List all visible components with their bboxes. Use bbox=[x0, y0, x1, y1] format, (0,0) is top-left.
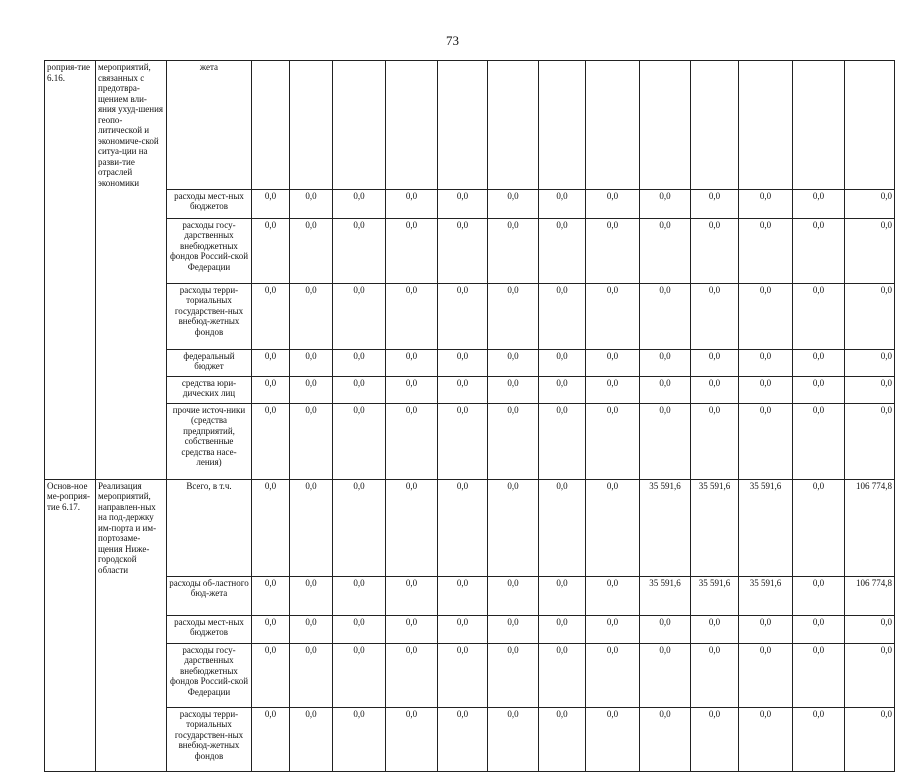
table-row bbox=[45, 643, 895, 707]
value-cell: 0,0 bbox=[290, 283, 333, 349]
value-cell: 0,0 bbox=[333, 349, 386, 376]
value-cell bbox=[739, 61, 793, 190]
value-cell: 0,0 bbox=[386, 479, 438, 576]
value-cell: 0,0 bbox=[793, 707, 845, 771]
value-cell: 0,0 bbox=[739, 189, 793, 218]
value-cell: 0,0 bbox=[845, 218, 895, 283]
value-cell: 0,0 bbox=[290, 576, 333, 615]
value-cell: 0,0 bbox=[539, 576, 586, 615]
value-cell bbox=[488, 61, 539, 190]
measure-number-cell bbox=[45, 576, 96, 615]
measure-number-cell: Основ-ное ме-роприя-тие 6.17. bbox=[45, 479, 96, 576]
value-cell: 0,0 bbox=[640, 615, 691, 643]
table-row bbox=[45, 376, 895, 403]
value-cell: 0,0 bbox=[438, 403, 488, 479]
value-cell: 0,0 bbox=[691, 376, 739, 403]
value-cell: 0,0 bbox=[845, 643, 895, 707]
funding-source-cell: расходы мест-ных бюджетов bbox=[167, 189, 252, 218]
measure-number-cell bbox=[45, 283, 96, 349]
value-cell bbox=[438, 61, 488, 190]
value-cell: 0,0 bbox=[539, 349, 586, 376]
value-cell: 0,0 bbox=[539, 189, 586, 218]
value-cell: 0,0 bbox=[640, 643, 691, 707]
value-cell: 0,0 bbox=[488, 479, 539, 576]
value-cell: 0,0 bbox=[333, 218, 386, 283]
measure-number-cell bbox=[45, 189, 96, 218]
value-cell: 0,0 bbox=[539, 403, 586, 479]
value-cell: 0,0 bbox=[252, 576, 290, 615]
value-cell: 0,0 bbox=[640, 403, 691, 479]
value-cell: 0,0 bbox=[739, 376, 793, 403]
value-cell: 0,0 bbox=[252, 643, 290, 707]
value-cell: 0,0 bbox=[739, 283, 793, 349]
value-cell: 0,0 bbox=[252, 479, 290, 576]
value-cell: 35 591,6 bbox=[739, 576, 793, 615]
table-row bbox=[45, 218, 895, 283]
table-row bbox=[45, 403, 895, 479]
value-cell: 0,0 bbox=[793, 479, 845, 576]
value-cell: 0,0 bbox=[793, 218, 845, 283]
funding-source-cell: расходы терри-ториальных государствен-ных внебюд-жетных фондов bbox=[167, 283, 252, 349]
value-cell: 0,0 bbox=[739, 349, 793, 376]
value-cell: 0,0 bbox=[438, 189, 488, 218]
value-cell: 106 774,8 bbox=[845, 576, 895, 615]
table-row bbox=[45, 189, 895, 218]
value-cell: 0,0 bbox=[691, 283, 739, 349]
table-row bbox=[45, 479, 895, 576]
value-cell: 0,0 bbox=[290, 615, 333, 643]
table-row bbox=[45, 615, 895, 643]
value-cell: 0,0 bbox=[252, 615, 290, 643]
value-cell: 0,0 bbox=[488, 376, 539, 403]
value-cell: 0,0 bbox=[333, 283, 386, 349]
value-cell: 0,0 bbox=[438, 707, 488, 771]
value-cell: 0,0 bbox=[333, 376, 386, 403]
value-cell: 0,0 bbox=[252, 403, 290, 479]
value-cell: 0,0 bbox=[845, 403, 895, 479]
value-cell: 0,0 bbox=[488, 403, 539, 479]
value-cell: 0,0 bbox=[333, 576, 386, 615]
value-cell bbox=[290, 61, 333, 190]
value-cell: 0,0 bbox=[488, 615, 539, 643]
table-row bbox=[45, 349, 895, 376]
funding-source-cell: расходы госу-дарственных внебюджетных фондов Россий-ской Федерации bbox=[167, 218, 252, 283]
value-cell: 0,0 bbox=[793, 283, 845, 349]
value-cell: 0,0 bbox=[252, 376, 290, 403]
value-cell: 0,0 bbox=[252, 349, 290, 376]
budget-table bbox=[44, 60, 895, 772]
measure-number-cell: роприя-тие 6.16. bbox=[45, 61, 96, 190]
value-cell: 0,0 bbox=[691, 403, 739, 479]
value-cell: 0,0 bbox=[290, 479, 333, 576]
value-cell: 0,0 bbox=[290, 189, 333, 218]
measure-name-cell bbox=[96, 403, 167, 479]
value-cell: 0,0 bbox=[252, 218, 290, 283]
value-cell bbox=[793, 61, 845, 190]
value-cell: 0,0 bbox=[290, 218, 333, 283]
measure-number-cell bbox=[45, 643, 96, 707]
value-cell: 0,0 bbox=[586, 218, 640, 283]
funding-source-cell: средства юри-дических лиц bbox=[167, 376, 252, 403]
value-cell: 0,0 bbox=[488, 283, 539, 349]
value-cell: 0,0 bbox=[386, 218, 438, 283]
value-cell: 0,0 bbox=[739, 615, 793, 643]
value-cell: 0,0 bbox=[290, 707, 333, 771]
value-cell: 0,0 bbox=[333, 479, 386, 576]
measure-name-cell bbox=[96, 218, 167, 283]
value-cell: 0,0 bbox=[845, 349, 895, 376]
value-cell: 0,0 bbox=[438, 376, 488, 403]
value-cell bbox=[586, 61, 640, 190]
measure-name-cell bbox=[96, 349, 167, 376]
value-cell: 0,0 bbox=[539, 643, 586, 707]
value-cell: 0,0 bbox=[488, 643, 539, 707]
funding-source-cell: расходы госу-дарственных внебюджетных фондов Россий-ской Федерации bbox=[167, 643, 252, 707]
value-cell: 0,0 bbox=[586, 283, 640, 349]
value-cell: 0,0 bbox=[586, 349, 640, 376]
value-cell: 0,0 bbox=[793, 403, 845, 479]
measure-name-cell bbox=[96, 643, 167, 707]
value-cell: 0,0 bbox=[793, 189, 845, 218]
value-cell: 0,0 bbox=[386, 283, 438, 349]
funding-source-cell: расходы мест-ных бюджетов bbox=[167, 615, 252, 643]
value-cell: 0,0 bbox=[845, 707, 895, 771]
measure-number-cell bbox=[45, 218, 96, 283]
table-row bbox=[45, 283, 895, 349]
value-cell: 0,0 bbox=[539, 615, 586, 643]
value-cell: 0,0 bbox=[333, 707, 386, 771]
value-cell bbox=[386, 61, 438, 190]
value-cell: 0,0 bbox=[438, 576, 488, 615]
value-cell: 0,0 bbox=[333, 615, 386, 643]
value-cell: 0,0 bbox=[586, 479, 640, 576]
value-cell bbox=[691, 61, 739, 190]
value-cell: 0,0 bbox=[793, 349, 845, 376]
value-cell: 0,0 bbox=[793, 643, 845, 707]
value-cell: 0,0 bbox=[539, 218, 586, 283]
value-cell: 0,0 bbox=[539, 283, 586, 349]
value-cell: 35 591,6 bbox=[739, 479, 793, 576]
value-cell bbox=[845, 61, 895, 190]
value-cell: 0,0 bbox=[845, 189, 895, 218]
value-cell: 0,0 bbox=[640, 189, 691, 218]
value-cell: 0,0 bbox=[488, 189, 539, 218]
value-cell: 0,0 bbox=[333, 403, 386, 479]
value-cell: 35 591,6 bbox=[640, 576, 691, 615]
value-cell: 0,0 bbox=[438, 615, 488, 643]
value-cell: 106 774,8 bbox=[845, 479, 895, 576]
value-cell: 0,0 bbox=[386, 189, 438, 218]
value-cell: 0,0 bbox=[739, 707, 793, 771]
value-cell: 0,0 bbox=[586, 403, 640, 479]
value-cell: 0,0 bbox=[586, 707, 640, 771]
value-cell: 0,0 bbox=[252, 189, 290, 218]
measure-number-cell bbox=[45, 403, 96, 479]
measure-name-cell: Реализация мероприятий, направлен-ных на под-держку им-порта и им-портозаме-щения Ниже-городской области bbox=[96, 479, 167, 576]
value-cell: 0,0 bbox=[845, 283, 895, 349]
value-cell: 0,0 bbox=[640, 707, 691, 771]
measure-name-cell bbox=[96, 615, 167, 643]
page-number: 73 bbox=[446, 33, 459, 48]
funding-source-cell: прочие источ-ники (средства предприятий, собственные средства насе-ления) bbox=[167, 403, 252, 479]
value-cell: 0,0 bbox=[333, 189, 386, 218]
value-cell: 0,0 bbox=[845, 376, 895, 403]
value-cell bbox=[640, 61, 691, 190]
funding-source-cell: Всего, в т.ч. bbox=[167, 479, 252, 576]
value-cell: 35 591,6 bbox=[640, 479, 691, 576]
value-cell: 0,0 bbox=[793, 615, 845, 643]
value-cell bbox=[333, 61, 386, 190]
value-cell: 0,0 bbox=[438, 283, 488, 349]
measure-name-cell bbox=[96, 707, 167, 771]
measure-number-cell bbox=[45, 376, 96, 403]
value-cell: 0,0 bbox=[640, 218, 691, 283]
value-cell: 0,0 bbox=[586, 576, 640, 615]
value-cell: 0,0 bbox=[539, 479, 586, 576]
value-cell: 0,0 bbox=[691, 643, 739, 707]
measure-name-cell bbox=[96, 283, 167, 349]
value-cell: 0,0 bbox=[739, 403, 793, 479]
measure-name-cell bbox=[96, 376, 167, 403]
value-cell: 0,0 bbox=[290, 349, 333, 376]
value-cell: 0,0 bbox=[386, 576, 438, 615]
value-cell: 0,0 bbox=[386, 643, 438, 707]
value-cell: 0,0 bbox=[438, 643, 488, 707]
measure-name-cell bbox=[96, 576, 167, 615]
value-cell: 0,0 bbox=[640, 376, 691, 403]
value-cell: 0,0 bbox=[488, 576, 539, 615]
value-cell: 0,0 bbox=[539, 707, 586, 771]
funding-source-cell: федеральный бюджет bbox=[167, 349, 252, 376]
value-cell: 0,0 bbox=[739, 643, 793, 707]
value-cell: 35 591,6 bbox=[691, 479, 739, 576]
table-row bbox=[45, 576, 895, 615]
value-cell: 0,0 bbox=[691, 189, 739, 218]
table-row bbox=[45, 707, 895, 771]
value-cell: 0,0 bbox=[252, 707, 290, 771]
value-cell: 35 591,6 bbox=[691, 576, 739, 615]
measure-number-cell bbox=[45, 349, 96, 376]
value-cell: 0,0 bbox=[539, 376, 586, 403]
value-cell bbox=[539, 61, 586, 190]
measure-number-cell bbox=[45, 615, 96, 643]
table-row bbox=[45, 61, 895, 190]
measure-name-cell bbox=[96, 189, 167, 218]
value-cell: 0,0 bbox=[386, 376, 438, 403]
funding-source-cell: расходы об-ластного бюд-жета bbox=[167, 576, 252, 615]
value-cell: 0,0 bbox=[488, 349, 539, 376]
value-cell: 0,0 bbox=[290, 643, 333, 707]
value-cell: 0,0 bbox=[290, 376, 333, 403]
value-cell: 0,0 bbox=[691, 349, 739, 376]
value-cell: 0,0 bbox=[793, 576, 845, 615]
value-cell: 0,0 bbox=[640, 283, 691, 349]
value-cell: 0,0 bbox=[290, 403, 333, 479]
value-cell: 0,0 bbox=[488, 707, 539, 771]
funding-source-cell: расходы терри-ториальных государствен-ных внебюд-жетных фондов bbox=[167, 707, 252, 771]
value-cell: 0,0 bbox=[691, 615, 739, 643]
value-cell: 0,0 bbox=[386, 615, 438, 643]
value-cell: 0,0 bbox=[438, 218, 488, 283]
value-cell: 0,0 bbox=[691, 707, 739, 771]
value-cell: 0,0 bbox=[586, 615, 640, 643]
value-cell: 0,0 bbox=[252, 283, 290, 349]
value-cell: 0,0 bbox=[386, 707, 438, 771]
value-cell: 0,0 bbox=[438, 479, 488, 576]
value-cell: 0,0 bbox=[333, 643, 386, 707]
funding-source-cell: жета bbox=[167, 61, 252, 190]
value-cell: 0,0 bbox=[793, 376, 845, 403]
value-cell: 0,0 bbox=[386, 349, 438, 376]
value-cell: 0,0 bbox=[845, 615, 895, 643]
value-cell: 0,0 bbox=[640, 349, 691, 376]
value-cell: 0,0 bbox=[586, 189, 640, 218]
value-cell: 0,0 bbox=[438, 349, 488, 376]
value-cell: 0,0 bbox=[488, 218, 539, 283]
value-cell: 0,0 bbox=[386, 403, 438, 479]
value-cell: 0,0 bbox=[586, 376, 640, 403]
value-cell: 0,0 bbox=[691, 218, 739, 283]
measure-number-cell bbox=[45, 707, 96, 771]
value-cell: 0,0 bbox=[739, 218, 793, 283]
value-cell: 0,0 bbox=[586, 643, 640, 707]
value-cell bbox=[252, 61, 290, 190]
measure-name-cell: мероприятий, связанных с предотвра-щением вли-яния ухуд-шения геопо-литической и экономиче-ской ситуа-ции на разви-тие отраслей экономики bbox=[96, 61, 167, 190]
